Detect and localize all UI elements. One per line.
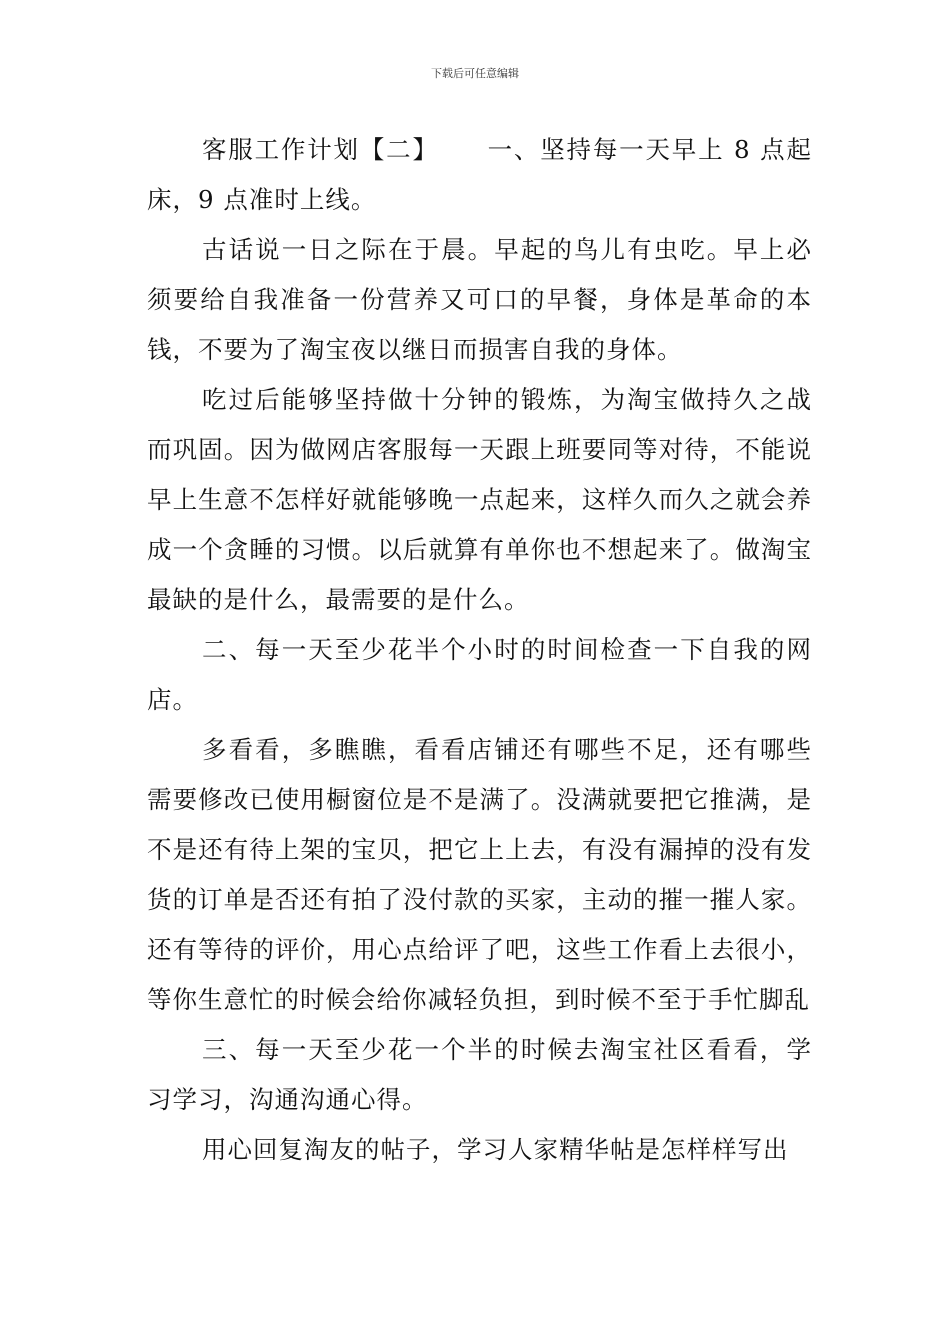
paragraph-6: 三、每一天至少花一个半的时候去淘宝社区看看，学习学习，沟通沟通心得。 (147, 1035, 812, 1114)
paragraph-3: 吃过后能够坚持做十分钟的锻炼，为淘宝做持久之战而巩固。因为做网店客服每一天跟上班要同等对待，不能说早上生意不怎样好就能够晚一点起来，这样久而久之就会养成一个贪睡的习惯。以后就算有单你也不想起来了。做淘宝最缺的是什么，最需要的是什么。 (147, 385, 812, 614)
paragraph-4: 二、每一天至少花半个小时的时间检查一下自我的网店。 (147, 635, 812, 714)
document-title: 客服工作计划【二】 (202, 135, 439, 164)
paragraph-2: 古话说一日之际在于晨。早起的鸟儿有虫吃。早上必须要给自我准备一份营养又可口的早餐，身体是革命的本钱，不要为了淘宝夜以继日而损害自我的身体。 (147, 235, 812, 364)
paragraph-1-text: 一、坚持每一天早上 8 点起床，9 点准时上线。 (147, 135, 812, 214)
paragraph-1 (147, 125, 812, 225)
paragraph-7: 用心回复淘友的帖子，学习人家精华帖是怎样样写出 (202, 1135, 789, 1164)
document-body (147, 125, 812, 1175)
paragraph-5: 多看看，多瞧瞧，看看店铺还有哪些不足，还有哪些需要修改已使用橱窗位是不是满了。没满就要把它推满，是不是还有待上架的宝贝，把它上上去，有没有漏掉的没有发货的订单是否还有拍了没付款的买家，主动的摧一摧人家。还有等待的评价，用心点给评了吧，这些工作看上去很小，等你生意忙的时候会给你减轻负担，到时候不至于手忙脚乱 (147, 735, 812, 1014)
page-header: 下载后可任意编辑 (431, 67, 519, 80)
